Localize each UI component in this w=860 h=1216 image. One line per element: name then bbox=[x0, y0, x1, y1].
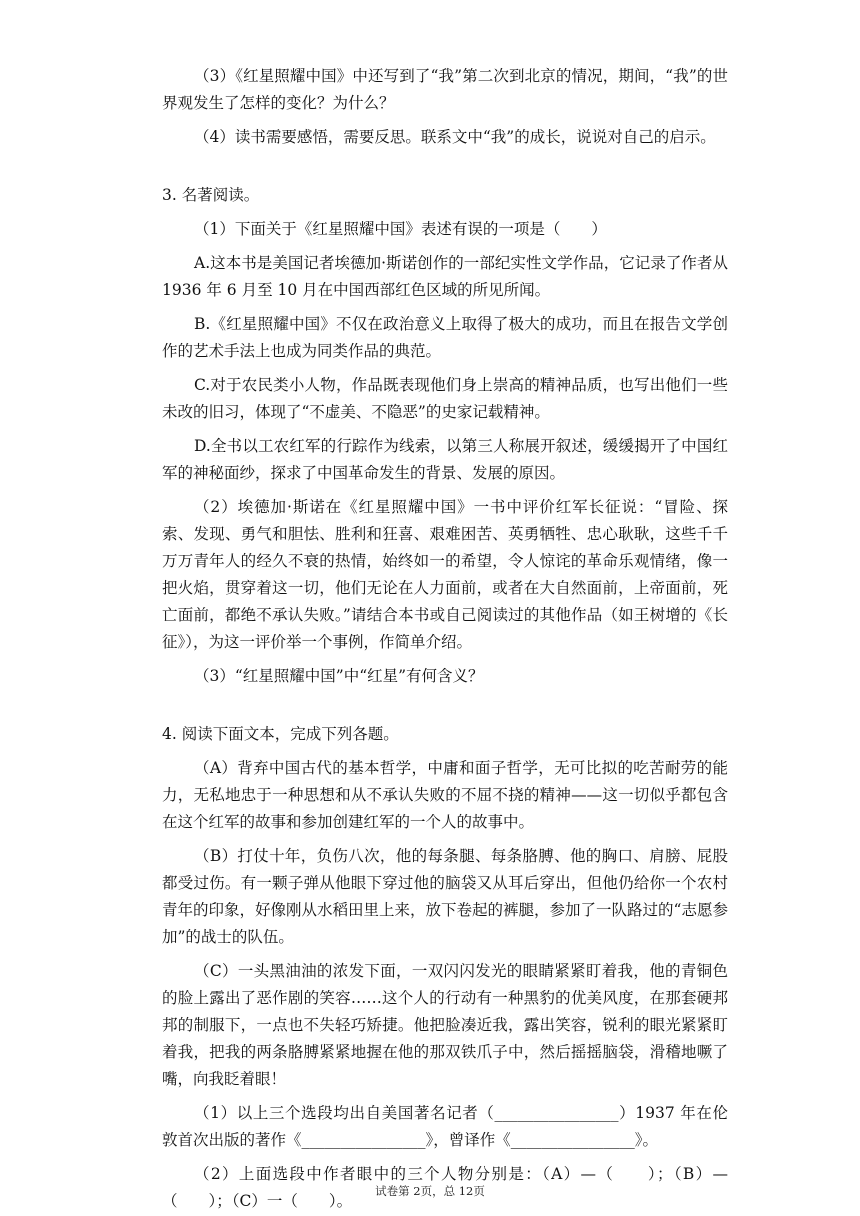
section-3-heading: 3. 名著阅读。 bbox=[162, 186, 260, 204]
passage-a: （A）背弃中国古代的基本哲学，中庸和面子哲学，无可比拟的吃苦耐劳的能力，无私地忠于一种思想和从不承认失败的不屈不挠的精神——这一切似乎都包含在这个红军的故事和参加创建红军的一个人的故事中。 bbox=[162, 759, 728, 831]
section-4-heading: 4. 阅读下面文本，完成下列各题。 bbox=[162, 725, 399, 743]
option-a: A.这本书是美国记者埃德加·斯诺创作的一部纪实性文学作品，它记录了作者从 1936 年 6 月至 10 月在中国西部红色区域的所见所闻。 bbox=[162, 254, 728, 299]
question-3-1: （1）下面关于《红星照耀中国》表述有误的一项是（ ） bbox=[194, 220, 607, 238]
option-c: C.对于农民类小人物，作品既表现他们身上崇高的精神品质，也写出他们一些未改的旧习，体现了“不虚美、不隐恶”的史家记载精神。 bbox=[162, 376, 728, 421]
question-4-1: （1）以上三个选段均出自美国著名记者（________________）1937 年在伦敦首次出版的著作《________________》，曾译作《________________》。 bbox=[162, 1104, 728, 1149]
question-2-4: （4）读书需要感悟，需要反思。联系文中“我”的成长，说说对自己的启示。 bbox=[194, 128, 716, 146]
question-4-2: （2）上面选段中作者眼中的三个人物分别是：（A）—（ ）；（B）—（ ）；（C）一（ ）。 bbox=[162, 1165, 728, 1210]
passage-c: （C）一头黑油油的浓发下面，一双闪闪发光的眼睛紧紧盯着我，他的青铜色的脸上露出了恶作剧的笑容……这个人的行动有一种黑豹的优美风度，在那套硬邦邦的制服下，一点也不失轻巧矫捷。他把脸凑近我，露出笑容，锐利的眼光紧紧盯着我，把我的两条胳膊紧紧地握在他的那双铁爪子中，然后摇摇脑袋，滑稽地噘了嘴，向我眨着眼！ bbox=[162, 962, 728, 1088]
option-b: B.《红星照耀中国》不仅在政治意义上取得了极大的成功，而且在报告文学创作的艺术手法上也成为同类作品的典范。 bbox=[162, 315, 728, 360]
passage-b: （B）打仗十年，负伤八次，他的每条腿、每条胳膊、他的胸口、肩膀、屁股都受过伤。有一颗子弹从他眼下穿过他的脑袋又从耳后穿出，但他仍给你一个农村青年的印象，好像刚从水稻田里上来，放下卷起的裤腿，参加了一队路过的“志愿参加”的战士的队伍。 bbox=[162, 847, 728, 946]
option-d: D.全书以工农红军的行踪作为线索，以第三人称展开叙述，缓缓揭开了中国红军的神秘面纱，探求了中国革命发生的背景、发展的原因。 bbox=[162, 437, 728, 482]
question-3-3: （3）“红星照耀中国”中“红星”有何含义？ bbox=[194, 667, 484, 685]
page-content bbox=[162, 0, 728, 1215]
question-3-2: （2）埃德加·斯诺在《红星照耀中国》一书中评价红军长征说：“冒险、探索、发现、勇气和胆怯、胜利和狂喜、艰难困苦、英勇牺牲、忠心耿耿，这些千千万万青年人的经久不衰的热情，始终如一的希望，令人惊诧的革命乐观情绪，像一把火焰，贯穿着这一切，他们无论在人力面前，或者在大自然面前，上帝面前，死亡面前，都绝不承认失败。”请结合本书或自己阅读过的其他作品（如王树增的《长征》），为这一评价举一个事例，作简单介绍。 bbox=[162, 498, 728, 651]
question-2-3: （3）《红星照耀中国》中还写到了“我”第二次到北京的情况，期间，“我”的世界观发生了怎样的变化？为什么？ bbox=[162, 67, 728, 112]
page-footer: 试卷第 2页，总 12页 bbox=[375, 1184, 485, 1198]
